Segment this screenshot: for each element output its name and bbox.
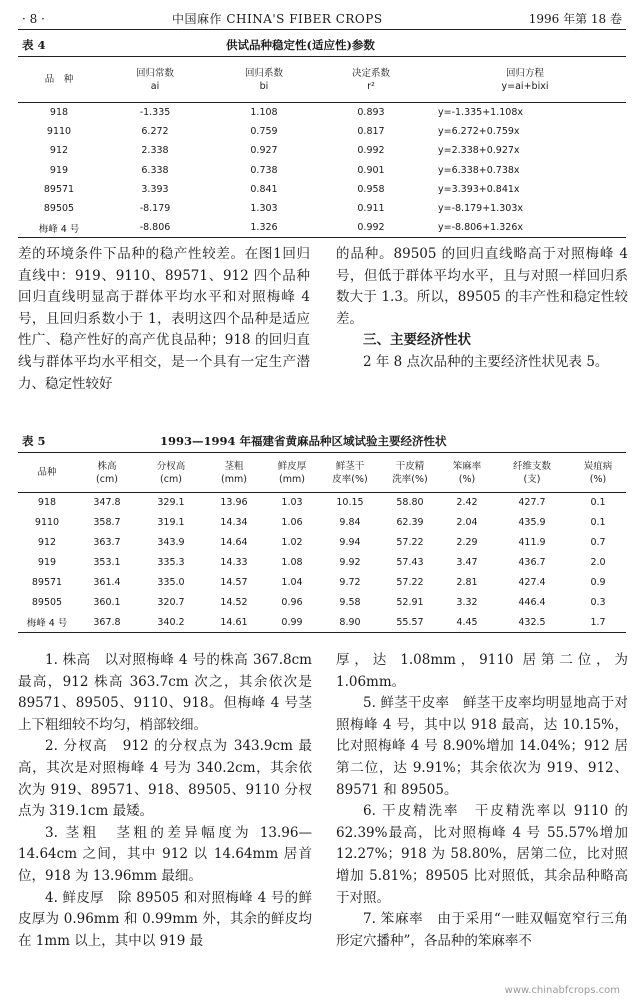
table-cell: 411.9: [518, 537, 546, 548]
table-cell: 1.03: [281, 497, 303, 509]
table4-label: 表 4: [22, 38, 46, 52]
table-cell: 1.303: [250, 203, 278, 215]
table-cell: 57.43: [396, 557, 424, 568]
paragraph: 6. 干皮精洗率 干皮精洗率以 9110 的 62.39%最高，比对照梅峰 4 号 55.57%增加 12.27%；918 为 58.80%，居第二位，比对照增加 5.81%；89505 比对照低，其余品种略高于对照。: [336, 803, 628, 906]
paragraph: 厚，达 1.08mm，9110 居第二位，为 1.06mm。: [336, 652, 628, 690]
table4-header-text: ai: [150, 80, 160, 92]
table5-header-cell: [18, 453, 76, 493]
table-cell: 9.58: [339, 597, 361, 608]
table5-header-text: (支): [523, 473, 541, 485]
table5-header-text: (%): [589, 473, 607, 485]
table-cell: 363.7: [93, 537, 121, 548]
table4-header-row: [18, 57, 626, 103]
table-cell: 14.64: [220, 537, 248, 548]
table-cell: 918: [37, 497, 57, 509]
table-cell: 1.108: [250, 106, 278, 118]
table-cell: 89505: [43, 203, 75, 215]
table-cell: 0.738: [250, 164, 278, 176]
table5-header-text: 洗率(%): [392, 473, 428, 485]
text-column-upper-right: [336, 244, 628, 434]
table-cell: 360.1: [93, 597, 121, 608]
text-column-lower-right: [336, 650, 628, 990]
table-cell: 1.06: [281, 517, 303, 528]
table-cell: 89571: [43, 183, 75, 195]
table-cell: 9110: [46, 125, 72, 137]
table-row: [18, 593, 626, 613]
text-column-lower-left: [18, 650, 312, 990]
table-cell: 2.338: [141, 145, 169, 157]
table-cell: 0.7: [590, 537, 606, 548]
table-cell: 89505: [31, 597, 63, 608]
table-row: [18, 613, 626, 633]
table5-header-cell: [440, 453, 494, 493]
table-row: [18, 160, 626, 179]
table-cell: 0.893: [357, 106, 385, 118]
table4-header-cell: [18, 57, 100, 103]
table-cell: 2.81: [456, 577, 478, 588]
table-cell: 367.8: [93, 616, 121, 628]
table-cell: 1.02: [281, 537, 303, 548]
table4-header-cell: [100, 57, 210, 103]
table-cell: 358.7: [93, 517, 121, 528]
table-cell: 918: [49, 106, 69, 118]
paragraph: 1. 株高 以对照梅峰 4 号的株高 367.8cm 最高，912 株高 363.7cm 次之，其余依次是 89571、89505、9110、918。但梅峰 4 号茎上下粗细较不均匀，梢部较细。: [18, 652, 312, 733]
text-column-upper-left: [18, 244, 310, 434]
issue-label: 1996 年第 18 卷: [528, 12, 622, 26]
table-row: [18, 180, 626, 199]
table5-header-text: 皮率(%): [332, 473, 368, 485]
table-cell: 432.5: [518, 616, 546, 628]
table5-header-cell: [204, 453, 264, 493]
table-cell: y=-8.179+1.303x: [438, 203, 523, 215]
table5-header-text: 茎粗: [224, 460, 244, 472]
table5-header-text: 鲜皮厚: [277, 460, 307, 472]
table-cell: 436.7: [518, 557, 546, 568]
table-cell: 0.911: [357, 203, 385, 215]
table-cell: 89571: [31, 577, 63, 588]
table-cell: 8.90: [339, 616, 361, 628]
table5-header-text: (cm): [160, 473, 182, 485]
table-cell: 3.32: [456, 597, 478, 608]
table-cell: 335.0: [157, 577, 185, 588]
table-row: [18, 199, 626, 218]
table-cell: 55.57: [396, 616, 424, 628]
table-cell: 62.39: [396, 517, 424, 528]
table-cell: 0.1: [590, 517, 606, 528]
table-cell: 427.7: [518, 497, 546, 509]
table-cell: 14.52: [220, 597, 248, 608]
paragraph: 3. 茎粗 茎粗的差异幅度为 13.96—14.64cm 之间，其中 912 以 14.64mm 居首位，918 为 13.96mm 最细。: [18, 824, 312, 884]
table5-title: 1993—1994 年福建省黄麻品种区域试验主要经济性状: [160, 434, 447, 448]
table-cell: 9.92: [339, 557, 361, 568]
table-cell: 435.9: [518, 517, 546, 528]
table-cell: 13.96: [220, 497, 248, 509]
table5-header-text: 株高: [97, 460, 117, 472]
table4-header-text: y=ai+bixi: [501, 80, 549, 92]
table-cell: 335.3: [157, 557, 185, 568]
table-cell: -1.335: [139, 106, 171, 118]
table-cell: 919: [49, 164, 69, 176]
table-cell: 0.1: [590, 497, 606, 509]
table-cell: 340.2: [157, 616, 185, 628]
table5-header-cell: [264, 453, 320, 493]
table-cell: 3.393: [141, 183, 169, 195]
table5-header-text: 鲜茎干: [335, 460, 365, 472]
table-cell: 0.901: [357, 164, 385, 176]
table-row: [18, 553, 626, 573]
table-cell: 0.99: [281, 616, 303, 628]
table-cell: 0.3: [590, 597, 606, 608]
table-cell: 361.4: [93, 577, 121, 588]
journal-name: 中国麻作 CHINA'S FIBER CROPS: [172, 12, 383, 26]
watermark: www.chinabfcrops.com: [504, 985, 620, 996]
table-cell: 58.80: [396, 497, 424, 509]
paragraph: 7. 笨麻率 由于采用“一畦双幅宽窄行三角形定穴播种”，各品种的笨麻率不: [336, 911, 628, 949]
table-cell: 1.7: [590, 616, 606, 628]
table-cell: 1.08: [281, 557, 303, 568]
table5-header-row: [18, 453, 626, 493]
table-cell: 0.992: [357, 222, 385, 234]
paragraph: 2. 分杈高 912 的分杈点为 343.9cm 最高，其次是对照梅峰 4 号为 340.2cm，其余依次为 919、89571、918、89505、9110 分杈点为 319.1cm 最矮。: [18, 738, 312, 820]
table4-header-cell: [424, 57, 626, 103]
paragraph: 的品种。89505 的回归直线略高于对照梅峰 4 号，但低于群体平均水平，且与对照一样回归系数大于 1.3。所以，89505 的丰产性和稳定性较差。: [336, 246, 628, 327]
table-row: [18, 513, 626, 533]
table-cell: y=6.272+0.759x: [438, 125, 520, 137]
table-row: [18, 533, 626, 553]
table-cell: 919: [37, 557, 57, 568]
table-cell: 0.759: [250, 125, 278, 137]
page-number: · 8 ·: [22, 12, 45, 26]
table-cell: -8.179: [139, 203, 171, 215]
table-cell: 912: [49, 145, 69, 157]
table-cell: y=6.338+0.738x: [438, 164, 520, 176]
table4: [18, 56, 626, 238]
table-cell: 0.9: [590, 577, 606, 588]
table-cell: 343.9: [157, 537, 185, 548]
table5-header-cell: [494, 453, 570, 493]
paragraph: 5. 鲜茎干皮率 鲜茎干皮率均明显地高于对照梅峰 4 号，其中以 918 最高，达 10.15%，比对照梅峰 4 号 8.90%增加 14.04%；912 居第二位，达 9.91%；其余依次为 919、912、89571 和 89505。: [336, 695, 628, 798]
table-cell: 梅峰 4 号: [26, 618, 68, 630]
table5-header-text: (cm): [96, 473, 118, 485]
table5-header-text: 纤维支数: [512, 460, 551, 472]
table-row: [18, 122, 626, 141]
table5-header-cell: [320, 453, 380, 493]
table-row: [18, 218, 626, 237]
table-cell: 329.1: [157, 497, 185, 509]
table-cell: -8.806: [139, 222, 171, 234]
table-cell: y=3.393+0.841x: [438, 183, 520, 195]
table-cell: y=-1.335+1.108x: [438, 106, 523, 118]
table-cell: 347.8: [93, 497, 121, 509]
table5-header-text: 笨麻率: [452, 460, 482, 472]
table-cell: 52.91: [396, 597, 424, 608]
table5-header-text: 分杈高: [156, 460, 186, 472]
table-cell: 9.72: [339, 577, 361, 588]
table-cell: 0.96: [281, 597, 303, 608]
table5-header-text: (%): [458, 473, 476, 485]
table-cell: 57.22: [396, 577, 424, 588]
paragraph: 4. 鲜皮厚 除 89505 和对照梅峰 4 号的鲜皮厚为 0.96mm 和 0.99mm 外，其余的鲜皮均在 1mm 以上，其中以 919 最: [18, 889, 312, 949]
table4-header-text: 回归常数: [135, 67, 174, 79]
table5-header-text: (mm): [221, 473, 247, 485]
table5-header-cell: [138, 453, 204, 493]
running-header: [22, 10, 622, 28]
table4-header-text: r²: [367, 80, 375, 92]
table5-label: 表 5: [22, 434, 46, 448]
table-cell: 2.0: [590, 557, 606, 568]
table4-title: 供试品种稳定性(适应性)参数: [226, 38, 375, 52]
table-row: [18, 141, 626, 160]
table4-body: [18, 103, 626, 238]
table5-header-text: 炭疽病: [583, 460, 613, 472]
table4-header-text: 回归方程: [505, 67, 544, 79]
table4-header-cell: [318, 57, 424, 103]
table5-header-text: (mm): [279, 473, 305, 485]
table-cell: 6.338: [141, 164, 169, 176]
table5-header-cell: [76, 453, 138, 493]
table-cell: 1.326: [250, 222, 278, 234]
table-cell: 3.47: [456, 557, 478, 568]
table-cell: 912: [37, 537, 57, 548]
table-cell: 9110: [34, 517, 60, 528]
table4-header-text: 品 种: [44, 74, 74, 85]
table5-header-cell: [570, 453, 626, 493]
table-cell: 14.61: [220, 616, 248, 628]
table5-header-text: 品种: [37, 467, 57, 478]
table-row: [18, 103, 626, 122]
table5-header-cell: [380, 453, 440, 493]
table-row: [18, 493, 626, 513]
table-cell: 2.42: [456, 497, 478, 509]
table-cell: 14.57: [220, 577, 248, 588]
table-cell: 2.29: [456, 537, 478, 548]
table-cell: 320.7: [157, 597, 185, 608]
table-cell: y=-8.806+1.326x: [438, 222, 523, 234]
table4-header-text: bi: [259, 80, 269, 92]
section-heading: 三、主要经济性状: [363, 332, 471, 349]
table-cell: 0.927: [250, 145, 278, 157]
table-cell: 446.4: [518, 597, 546, 608]
table-cell: 14.33: [220, 557, 248, 568]
table4-header-text: 决定系数: [351, 67, 390, 79]
table-cell: 353.1: [93, 557, 121, 568]
paragraph: 差的环境条件下品种的稳产性较差。在图1回归直线中：919、9110、89571、912 四个品种回归直线明显高于群体平均水平和对照梅峰 4 号，且回归系数小于 1，表明这四个品种是适应性广、稳产性好的高产优良品种；918 的回归直线与群体平均水平相交，是一个具有一定生产潜力、稳定性较好: [18, 246, 310, 392]
table-cell: y=2.338+0.927x: [438, 145, 520, 157]
table-cell: 0.841: [250, 183, 278, 195]
table-cell: 319.1: [157, 517, 185, 528]
table-cell: 4.45: [456, 616, 478, 628]
paragraph: 2 年 8 点次品种的主要经济性状见表 5。: [363, 353, 609, 370]
table-cell: 57.22: [396, 537, 424, 548]
table5: [18, 452, 626, 633]
table-cell: 6.272: [141, 125, 169, 137]
table-cell: 10.15: [336, 497, 364, 509]
table-cell: 9.94: [339, 537, 361, 548]
table-cell: 2.04: [456, 517, 478, 528]
header-rule: [18, 29, 626, 30]
table-cell: 1.04: [281, 577, 303, 588]
table4-header-cell: [210, 57, 318, 103]
table5-header-text: 干皮精: [395, 460, 425, 472]
table-cell: 梅峰 4 号: [38, 223, 80, 235]
table-cell: 14.34: [220, 517, 248, 528]
table5-body: [18, 493, 626, 633]
table4-header-text: 回归系数: [244, 67, 283, 79]
table-cell: 427.4: [518, 577, 546, 588]
table-cell: 0.958: [357, 183, 385, 195]
table-cell: 0.817: [357, 125, 385, 137]
table-cell: 0.992: [357, 145, 385, 157]
table-cell: 9.84: [339, 517, 361, 528]
table-row: [18, 573, 626, 593]
